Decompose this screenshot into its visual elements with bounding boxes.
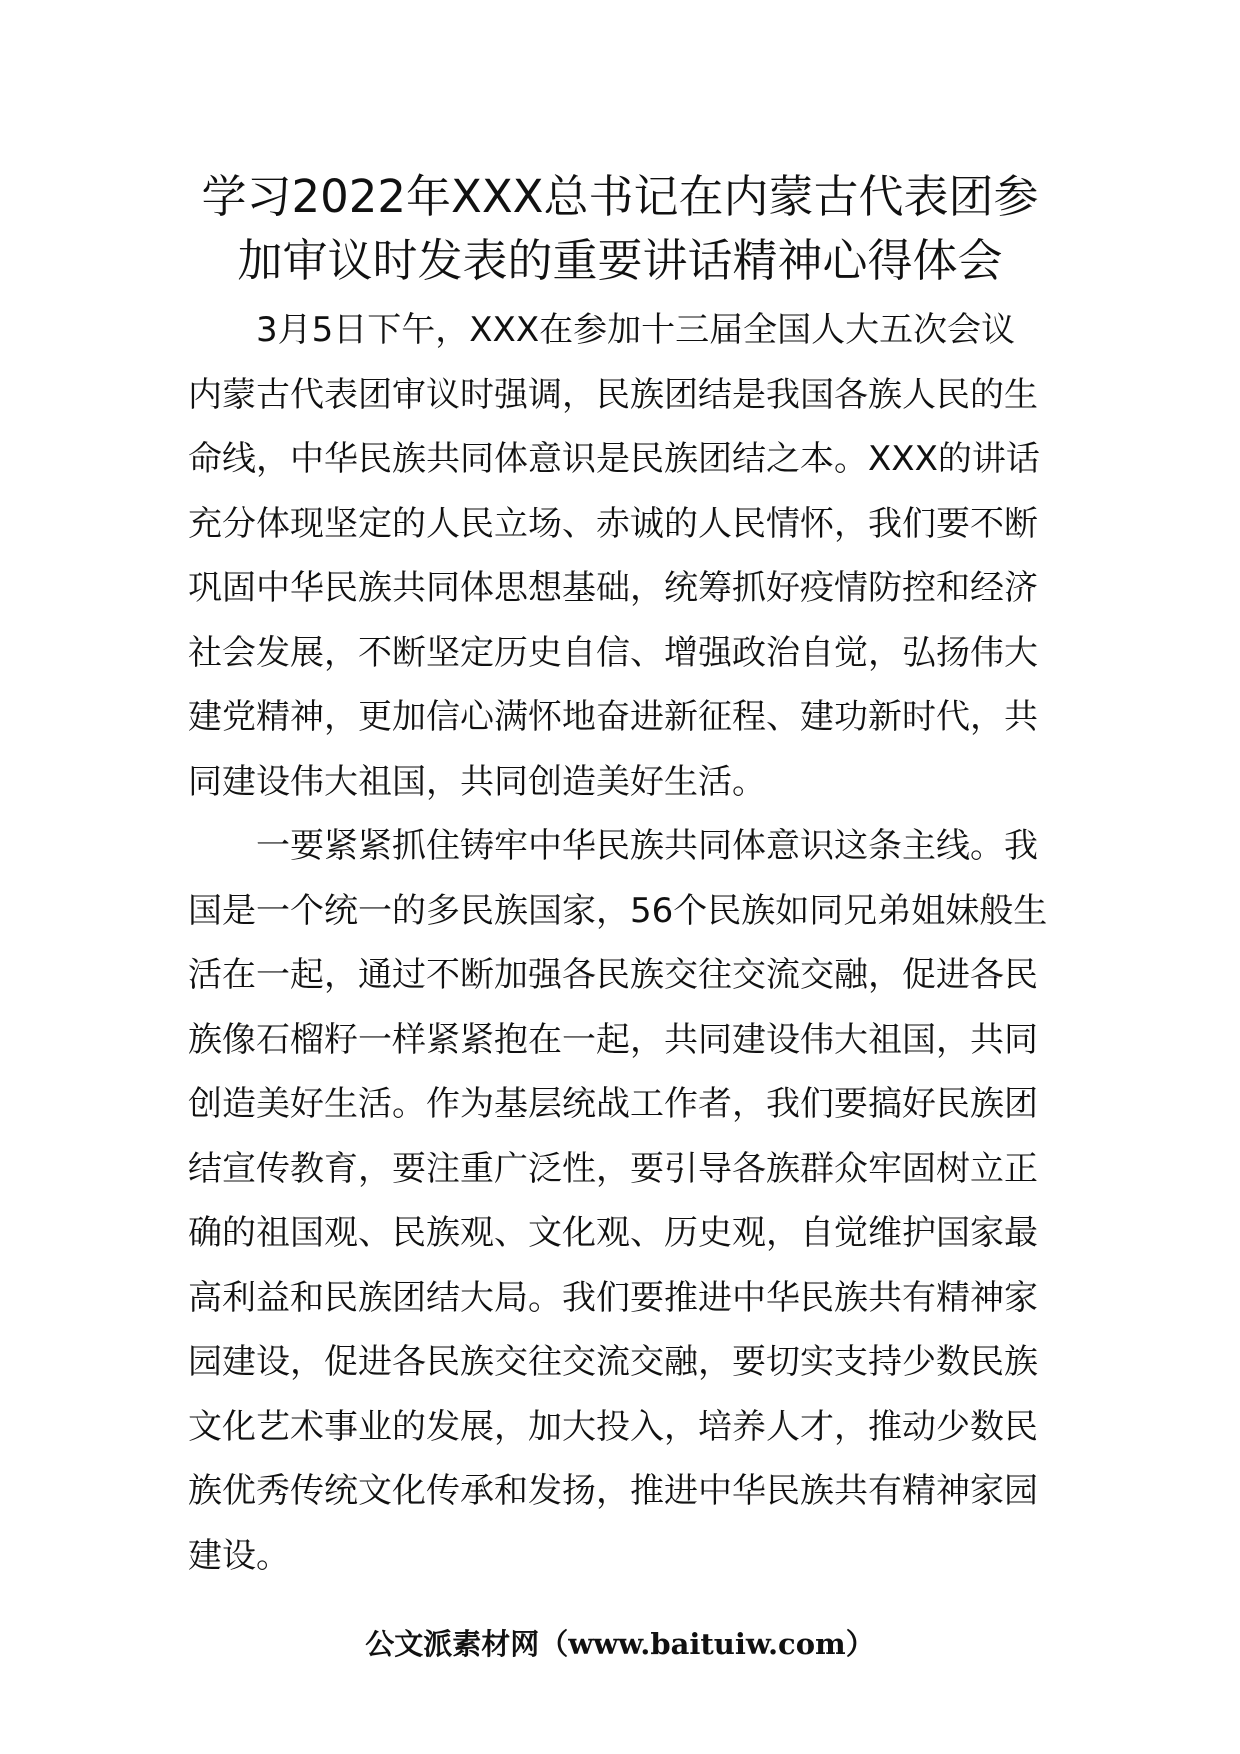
paragraph-line: 充分体现坚定的人民立场、赤诚的人民情怀，我们要不断 (188, 503, 1038, 544)
title-line: 学习2022年XXX总书记在内蒙古代表团参 (201, 170, 1039, 223)
paragraph-line: 结宣传教育，要注重广泛性，要引导各族群众牢固树立正 (188, 1148, 1038, 1189)
title-line: 加审议时发表的重要讲话精神心得体会 (237, 234, 1003, 287)
paragraph-line: 国是一个统一的多民族国家，56个民族如同兄弟姐妹般生 (188, 890, 1048, 931)
paragraph-2 (188, 814, 1052, 1588)
document-body (188, 298, 1052, 1588)
paragraph-line: 同建设伟大祖国，共同创造美好生活。 (188, 761, 766, 802)
paragraph-1 (188, 298, 1052, 814)
document-title (180, 165, 1060, 293)
paragraph-line: 内蒙古代表团审议时强调，民族团结是我国各族人民的生 (188, 374, 1038, 415)
paragraph-line: 社会发展，不断坚定历史自信、增强政治自觉，弘扬伟大 (188, 632, 1038, 673)
paragraph-line: 确的祖国观、民族观、文化观、历史观，自觉维护国家最 (188, 1213, 1038, 1253)
paragraph-line: 创造美好生活。作为基层统战工作者，我们要搞好民族团 (188, 1084, 1038, 1124)
paragraph-line: 建党精神，更加信心满怀地奋进新征程、建功新时代，共 (188, 697, 1038, 737)
paragraph-line: 族像石榴籽一样紧紧抱在一起，共同建设伟大祖国，共同 (188, 1019, 1038, 1060)
paragraph-line: 一要紧紧抓住铸牢中华民族共同体意识这条主线。我 (256, 826, 1038, 866)
paragraph-line: 3月5日下午，XXX在参加十三届全国人大五次会议 (256, 310, 1016, 350)
paragraph-line: 高利益和民族团结大局。我们要推进中华民族共有精神家 (188, 1277, 1038, 1318)
paragraph-line: 族优秀传统文化传承和发扬，推进中华民族共有精神家园 (188, 1471, 1038, 1511)
paragraph-line: 建设。 (188, 1535, 290, 1576)
paragraph-line: 巩固中华民族共同体思想基础，统筹抓好疫情防控和经济 (188, 568, 1038, 608)
paragraph-line: 命线，中华民族共同体意识是民族团结之本。XXX的讲话 (188, 439, 1040, 479)
paragraph-line: 活在一起，通过不断加强各民族交往交流交融，促进各民 (188, 955, 1038, 995)
footer-source: 公文派素材网（www.baituiw.com） (365, 1627, 875, 1661)
paragraph-line: 文化艺术事业的发展，加大投入，培养人才，推动少数民 (188, 1406, 1038, 1447)
paragraph-line: 园建设，促进各民族交往交流交融，要切实支持少数民族 (188, 1342, 1038, 1382)
